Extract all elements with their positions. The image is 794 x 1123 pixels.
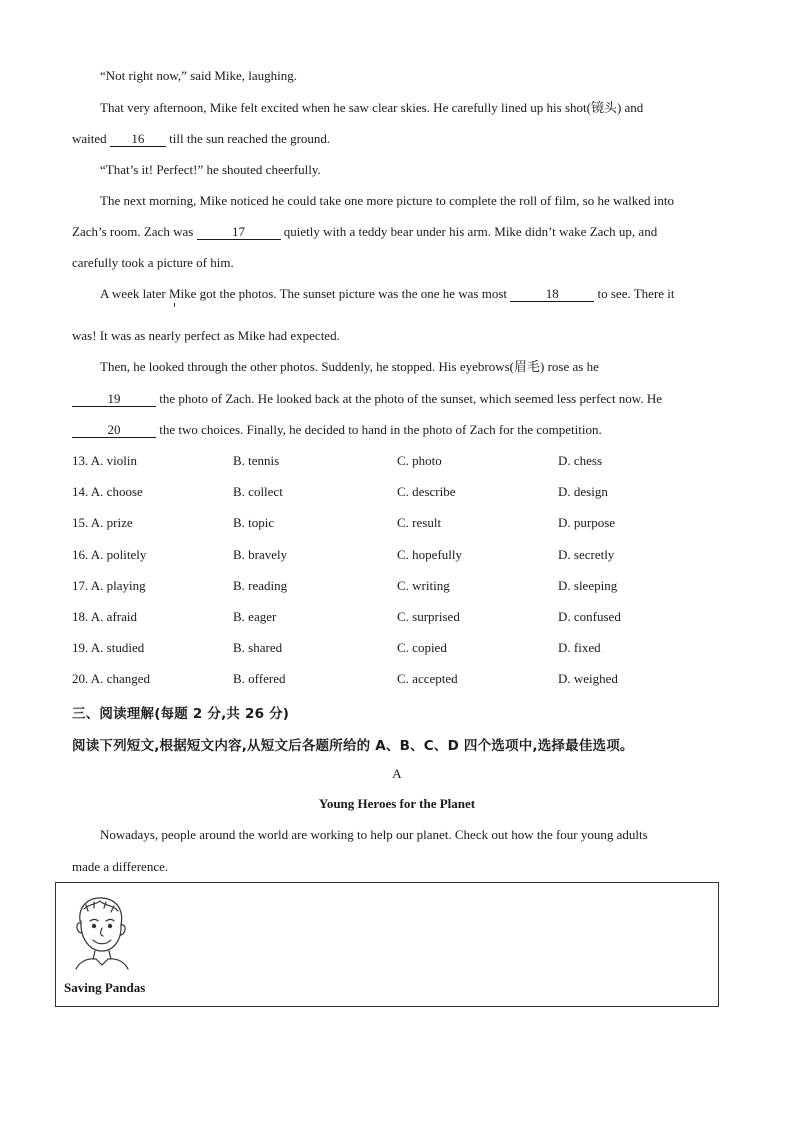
story-p3: “That’s it! Perfect!” he shouted cheerfully. xyxy=(100,162,321,177)
option-b[interactable]: B. bravely xyxy=(233,547,288,562)
option-d[interactable]: D. purpose xyxy=(558,515,616,530)
story-p6-line3: 20 the two choices. Finally, he decided to hand in the photo of Zach for the competition. xyxy=(72,422,720,438)
option-c[interactable]: C. result xyxy=(397,515,442,530)
option-a[interactable]: 18. A. afraid xyxy=(72,609,137,624)
question-row-14 xyxy=(72,484,732,500)
option-d[interactable]: D. weighed xyxy=(558,671,618,686)
question-row-19 xyxy=(72,640,732,656)
question-row-16 xyxy=(72,547,732,563)
story-p5-line2: was! It was as nearly perfect as Mike had expected. xyxy=(72,328,340,343)
option-b[interactable]: B. collect xyxy=(233,484,283,499)
story-p4-line2: Zach’s room. Zach was 17 quietly with a teddy bear under his arm. Mike didn’t wake Zach up, and xyxy=(72,224,658,239)
option-b[interactable]: B. eager xyxy=(233,609,277,624)
blank-20: 20 xyxy=(72,423,156,438)
boy-face-icon xyxy=(66,891,136,971)
hero-card-label: Saving Pandas xyxy=(64,980,146,995)
option-c[interactable]: C. hopefully xyxy=(397,547,462,562)
option-d[interactable]: D. chess xyxy=(558,453,603,468)
option-c[interactable]: C. photo xyxy=(397,453,442,468)
story-p6-line2: 19 the photo of Zach. He looked back at the photo of the sunset, which seemed less perfect now. He xyxy=(72,391,720,407)
story-p4-line1: The next morning, Mike noticed he could take one more picture to complete the roll of film, so he walked into xyxy=(100,193,675,208)
option-a[interactable]: 20. A. changed xyxy=(72,671,150,686)
option-a[interactable]: 16. A. politely xyxy=(72,547,147,562)
blank-19: 19 xyxy=(72,392,156,407)
question-row-17 xyxy=(72,578,732,594)
option-d[interactable]: D. secretly xyxy=(558,547,615,562)
question-row-13 xyxy=(72,453,732,469)
passage-intro-line2: made a difference. xyxy=(72,859,169,874)
option-b[interactable]: B. shared xyxy=(233,640,283,655)
passage-title: Young Heroes for the Planet xyxy=(318,796,476,811)
hero-card xyxy=(55,882,719,1007)
option-c[interactable]: C. copied xyxy=(397,640,447,655)
option-c[interactable]: C. writing xyxy=(397,578,450,593)
question-row-18 xyxy=(72,609,732,625)
question-row-20 xyxy=(72,671,732,687)
option-a[interactable]: 19. A. studied xyxy=(72,640,145,655)
stray-mark xyxy=(174,303,175,307)
story-p2-line1: That very afternoon, Mike felt excited when he saw clear skies. He carefully lined up his shot(镜头) and xyxy=(100,100,644,115)
story-p2-line2: waited 16 till the sun reached the ground. xyxy=(72,131,331,146)
option-c[interactable]: C. surprised xyxy=(397,609,460,624)
option-d[interactable]: D. design xyxy=(558,484,608,499)
option-d[interactable]: D. fixed xyxy=(558,640,601,655)
section-title: 三、阅读理解(每题 2 分,共 26 分) xyxy=(72,706,290,722)
option-a[interactable]: 17. A. playing xyxy=(72,578,146,593)
story-p6-line1: Then, he looked through the other photos. Suddenly, he stopped. His eyebrows(眉毛) rose as he xyxy=(100,359,599,374)
option-a[interactable]: 14. A. choose xyxy=(72,484,143,499)
option-a[interactable]: 15. A. prize xyxy=(72,515,133,530)
passage-intro-line1: Nowadays, people around the world are working to help our planet. Check out how the four young adults xyxy=(100,827,648,842)
question-row-15 xyxy=(72,515,732,531)
blank-16: 16 xyxy=(110,132,166,147)
option-b[interactable]: B. topic xyxy=(233,515,275,530)
option-a[interactable]: 13. A. violin xyxy=(72,453,138,468)
story-p4-line3: carefully took a picture of him. xyxy=(72,255,234,270)
option-b[interactable]: B. tennis xyxy=(233,453,280,468)
story-p1: “Not right now,” said Mike, laughing. xyxy=(100,68,298,83)
option-d[interactable]: D. confused xyxy=(558,609,621,624)
option-b[interactable]: B. offered xyxy=(233,671,286,686)
passage-letter: A xyxy=(392,766,402,781)
option-c[interactable]: C. accepted xyxy=(397,671,458,686)
story-p5-line1: A week later Mike got the photos. The sunset picture was the one he was most 18 to see. There it xyxy=(100,286,675,301)
option-c[interactable]: C. describe xyxy=(397,484,456,499)
blank-18: 18 xyxy=(510,287,594,302)
section-instruction: 阅读下列短文,根据短文内容,从短文后各题所给的 A、B、C、D 四个选项中,选择最佳选项。 xyxy=(72,738,634,754)
option-b[interactable]: B. reading xyxy=(233,578,288,593)
blank-17: 17 xyxy=(197,225,281,240)
option-d[interactable]: D. sleeping xyxy=(558,578,618,593)
